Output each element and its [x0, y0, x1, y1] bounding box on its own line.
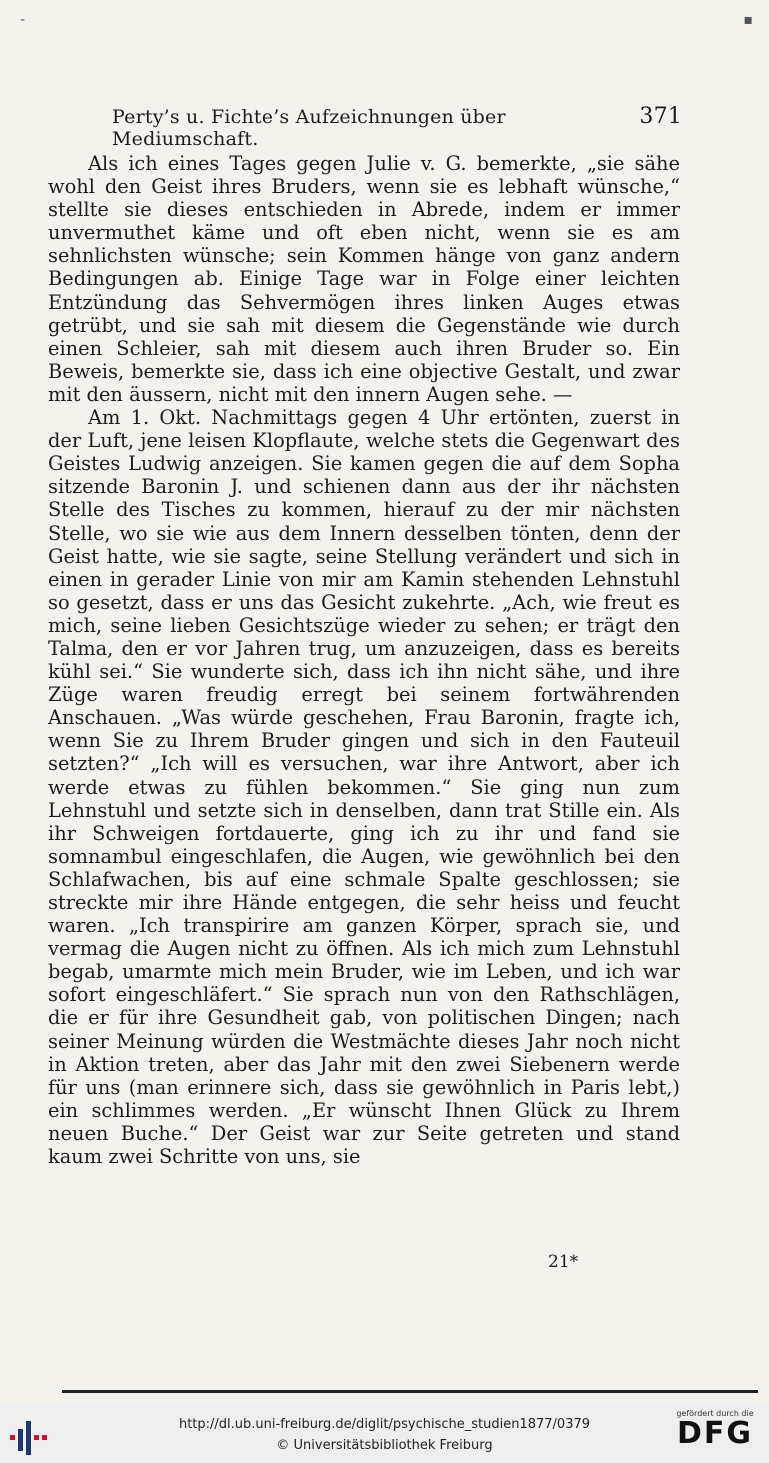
corner-mark-left: -: [20, 12, 26, 28]
paragraph: [48, 152, 680, 406]
page-bottom-rule: [62, 1390, 758, 1393]
corner-mark-right: ▪: [743, 12, 753, 28]
dfg-logo: [669, 1409, 761, 1450]
paragraph-text: Am 1. Okt. Nachmittags gegen 4 Uhr ertönten, zuerst in der Luft, jene leisen Klopflaute, welche stets die Gegenwart des Geistes Ludwig anzeigen. Sie kamen gegen die auf dem Sopha sitzende Baronin J. und schienen dann aus der ihr nächsten Stelle des Tisches zu kommen, hierauf zu der mir nächsten Stelle, wo sie wie aus dem Innern desselben tönten, denn der Geist hatte, wie sie sagte, seine Stellung verändert und sich in einen in gerader Linie von mir am Kamin stehenden Lehnstuhl so gesetzt, dass er uns das Gesicht zukehrte. „Ach, wie freut es mich, seine lieben Gesichtszüge wieder zu sehen; er trägt den Talma, den er vor Jahren trug, um anzuzeigen, dass es bereits kühl sei.“ Sie wunderte sich, dass ich ihn nicht sähe, und ihre Züge waren freudig erregt bei seinem fortwährenden Anschauen. „Was würde geschehen, Frau Baronin, fragte ich, wenn Sie zu Ihrem Bruder gingen und sich in den Fauteuil setzten?“ „Ich will es versuchen, war ihre Antwort, aber ich werde etwas zu fühlen bekommen.“ Sie ging nun zum Lehnstuhl und setzte sich in denselben, dann trat Stille ein. Als ihr Schweigen fortdauerte, ging ich zu ihr und fand sie somnambul eingeschlafen, die Augen, wie gewöhnlich bei den Schlafwachen, bis auf eine schmale Spalte geschlossen; sie streckte mir ihre Hände entgegen, die sehr heiss und feucht waren. „Ich transpirire am ganzen Körper, sprach sie, und vermag die Augen nicht zu öffnen. Als ich mich zum Lehnstuhl begab, umarmte mich mein Bruder, wie im Leben, und ich war sofort eingeschläfert.“ Sie sprach nun von den Rathschlägen, die er für ihre Gesundheit gab, von politischen Dingen; nach seiner Meinung würden die Westmächte dieses Jahr noch nicht in Aktion treten, aber das Jahr mit den zwei Siebenern werde für uns (man erinnere sich, dass sie gewöhnlich in Paris lebt,) ein schlimmes werden. „Er wünscht Ihnen Glück zu Ihrem neuen Buche.“ Der Geist war zur Seite getreten und stand kaum zwei Schritte von uns, sie: [48, 406, 680, 1169]
dfg-wordmark: DFG: [676, 1416, 754, 1451]
running-title: Perty’s u. Fichte’s Aufzeichnungen über Mediumschaft.: [112, 106, 506, 150]
running-header: [112, 104, 682, 150]
page-number: 371: [639, 104, 682, 129]
body-text: [48, 152, 680, 1168]
viewer-footer: [0, 1405, 769, 1463]
citation-link[interactable]: http://dl.ub.uni-freiburg.de/diglit/psychische_studien1877/0379: [178, 1417, 591, 1432]
paragraph-text: Als ich eines Tages gegen Julie v. G. bemerkte, „sie sähe wohl den Geist ihres Bruders, wenn sie es lebhaft wünsche,“ stellte sie dieses entschieden in Abrede, indem er immer unvermuthet käme und oft eben nicht, wenn sie es am sehnlichsten wünsche; sein Kommen hänge von ganz andern Bedingungen ab. Einige Tage war in Folge einer leichten Entzündung das Sehvermögen ihres linken Auges etwas getrübt, und sie sah mit diesem die Gegenstände wie durch einen Schleier, sah mit diesem auch ihren Bruder so. Ein Beweis, bemerkte sie, dass ich eine objective Gestalt, und zwar mit den äussern, nicht mit den innern Augen sehe. —: [48, 152, 680, 406]
dfg-tagline: gefördert durch die: [676, 1409, 754, 1418]
signature-mark: 21*: [548, 1252, 579, 1272]
paragraph: [48, 406, 680, 1168]
copyright-notice: © Universitätsbibliothek Freiburg: [276, 1438, 493, 1453]
